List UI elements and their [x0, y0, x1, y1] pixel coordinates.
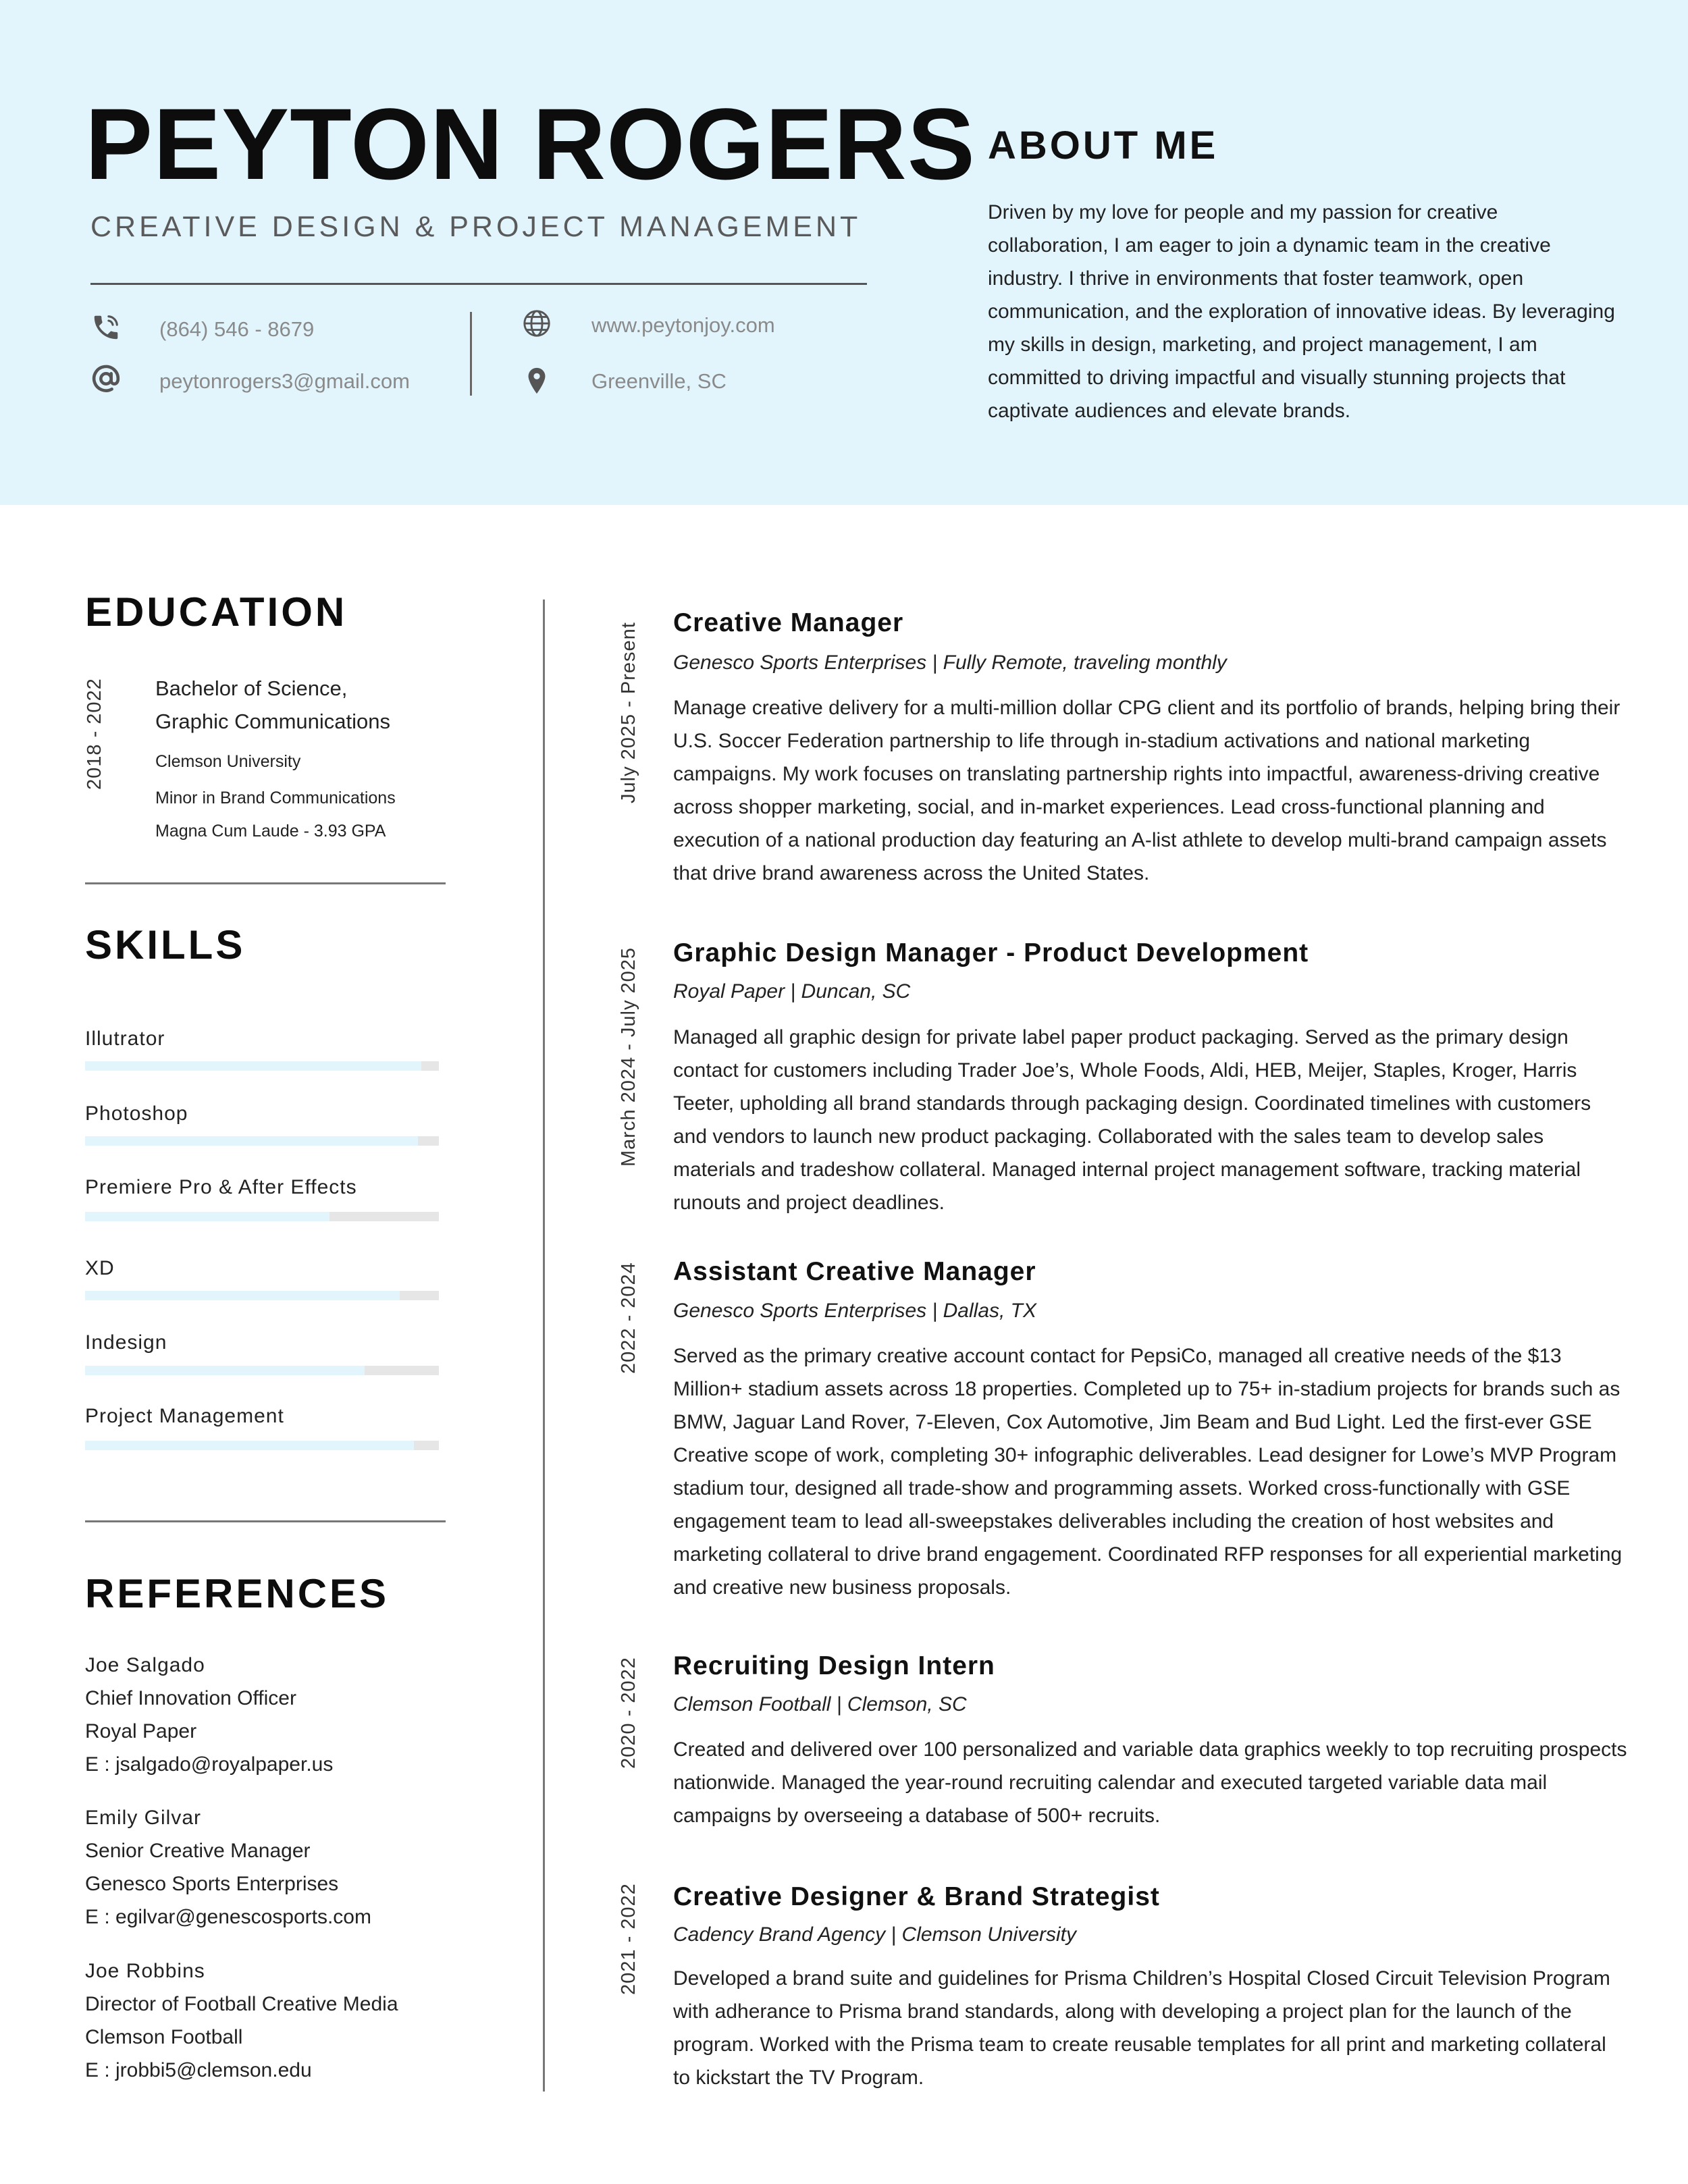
job-description: Created and delivered over 100 personalized and variable data graphics weekly to top recruiting prospects nationwide. Managed the year-round recruiting calendar and executed targeted variable data mail campaigns by overseeing a database of 500+ recruits. [673, 1738, 1627, 1827]
reference-entry [85, 1801, 371, 1934]
column-separator [543, 600, 545, 2092]
job-company: Genesco Sports Enterprises | Fully Remote, traveling monthly [673, 651, 1227, 674]
education-years: 2018 - 2022 [84, 678, 105, 790]
phone-number[interactable]: (864) 546 - 8679 [159, 317, 315, 341]
skill-label: Indesign [85, 1331, 167, 1354]
skill-bar-track [85, 1366, 439, 1375]
about-heading: ABOUT ME [988, 124, 1219, 167]
job-company: Cadency Brand Agency | Clemson University [673, 1923, 1076, 1946]
job-company: Genesco Sports Enterprises | Dallas, TX [673, 1300, 1037, 1322]
reference-org: Clemson Football [85, 2026, 243, 2048]
contact-separator [470, 312, 472, 396]
skill-label: Photoshop [85, 1102, 188, 1125]
education-honors: Magna Cum Laude - 3.93 GPA [155, 822, 386, 841]
reference-role: Chief Innovation Officer [85, 1687, 296, 1709]
reference-email[interactable]: E : jrobbi5@clemson.edu [85, 2059, 312, 2081]
job-title: Graphic Design Manager - Product Development [673, 938, 1309, 967]
section-divider [85, 1520, 446, 1522]
references-heading: REFERENCES [85, 1571, 390, 1616]
website-link[interactable]: www.peytonjoy.com [591, 313, 775, 337]
job-description: Served as the primary creative account contact for PepsiCo, managed all creative needs of the $13 Million+ stadium assets across 18 properties. Completed up to 75+ in-stadium projects for brands such as BMW, Jaguar Land Rover, 7-Eleven, Cox Automotive, Jim Beam and Bud Light. Led the first-ever GSE Creative scope of work, completing 30+ infographic deliverables. Lead designer for Lowe’s MVP Program stadium tour, designed all trade-show and programming assets. Worked cross-functionally with GSE engagement team to lead all-sweepstakes deliverables including the creation of host websites and marketing collateral to drive brand engagement. Coordinated RFP responses for all experiential marketing and creative new business proposals. [673, 1345, 1623, 1599]
skill-bar-track [85, 1441, 439, 1450]
job-company: Clemson Football | Clemson, SC [673, 1693, 967, 1715]
education-degree [155, 672, 466, 738]
education-minor: Minor in Brand Communications [155, 789, 396, 807]
education-heading: EDUCATION [85, 589, 348, 635]
degree-line-1: Bachelor of Science, [155, 676, 348, 700]
skill-bar-fill [85, 1366, 365, 1375]
job-title: Recruiting Design Intern [673, 1651, 995, 1680]
reference-name: Joe Salgado [85, 1654, 205, 1676]
skill-bar-fill [85, 1212, 329, 1221]
education-school: Clemson University [155, 752, 301, 771]
skill-label: XD [85, 1257, 115, 1279]
reference-entry [85, 1649, 333, 1781]
skill-label: Premiere Pro & After Effects [85, 1176, 357, 1198]
globe-icon [521, 308, 552, 339]
reference-role: Senior Creative Manager [85, 1840, 311, 1862]
reference-name: Emily Gilvar [85, 1807, 202, 1829]
section-divider [85, 882, 446, 884]
job-dates: 2020 - 2022 [618, 1657, 639, 1769]
reference-org: Royal Paper [85, 1720, 197, 1742]
job-dates: 2022 - 2024 [618, 1262, 639, 1374]
email-address[interactable]: peytonrogers3@gmail.com [159, 369, 410, 393]
job-dates: July 2025 - Present [618, 622, 639, 803]
skill-bar-track [85, 1291, 439, 1300]
job-title: Creative Manager [673, 608, 904, 637]
header-divider [90, 283, 867, 285]
skill-bar-fill [85, 1291, 400, 1300]
skill-label: Project Management [85, 1405, 284, 1427]
candidate-name: PEYTON ROGERS [85, 87, 976, 201]
job-title: Creative Designer & Brand Strategist [673, 1882, 1160, 1911]
skills-heading: SKILLS [85, 922, 246, 967]
skill-bar-fill [85, 1061, 421, 1071]
reference-name: Joe Robbins [85, 1960, 205, 1982]
skill-bar-track [85, 1212, 439, 1221]
skill-bar-track [85, 1136, 439, 1146]
job-description: Managed all graphic design for private label paper product packaging. Served as the primary design contact for customers including Trader Joe’s, Whole Foods, Aldi, HEB, Meijer, Staples, Kroger, Harris Teeter, upholding all brand standards through packaging design. Coordinated timelines with customers and vendors to launch new product packaging. Collaborated with the sales team to develop sales materials and tradeshow collateral. Managed internal project management software, tracking material runouts and project deadlines. [673, 1026, 1591, 1214]
at-sign-icon [90, 363, 122, 394]
skill-bar-track [85, 1061, 439, 1071]
location-pin-icon [521, 365, 552, 396]
reference-email[interactable]: E : egilvar@genescosports.com [85, 1906, 371, 1928]
job-description: Developed a brand suite and guidelines for Prisma Children’s Hospital Closed Circuit Television Program with adherance to Prisma brand standards, along with developing a project plan for the launch of the program. Worked with the Prisma team to create reusable templates for all print and marketing collateral to kickstart the TV Program. [673, 1967, 1610, 2089]
reference-email[interactable]: E : jsalgado@royalpaper.us [85, 1753, 334, 1776]
skill-label: Illutrator [85, 1028, 165, 1050]
job-dates: March 2024 - July 2025 [618, 947, 639, 1167]
reference-org: Genesco Sports Enterprises [85, 1873, 339, 1895]
candidate-subtitle: CREATIVE DESIGN & PROJECT MANAGEMENT [90, 211, 862, 243]
job-description: Manage creative delivery for a multi-million dollar CPG client and its portfolio of brands, helping bring their U.S. Soccer Federation partnership to life through in-stadium activations and national marketing campaigns. My work focuses on translating partnership rights into impactful, awareness-driving creative across shopper marketing, social, and in-market experiences. Lead cross-functional planning and execution of a national production day featuring an A-list athlete to develop multi-brand campaign assets that drive brand awareness across the United States. [673, 697, 1620, 884]
job-title: Assistant Creative Manager [673, 1257, 1036, 1286]
reference-role: Director of Football Creative Media [85, 1993, 398, 2015]
degree-line-2: Graphic Communications [155, 710, 391, 733]
location-text: Greenville, SC [591, 369, 727, 393]
job-company: Royal Paper | Duncan, SC [673, 980, 911, 1003]
phone-icon [90, 312, 122, 343]
skill-bar-fill [85, 1441, 414, 1450]
job-dates: 2021 - 2022 [618, 1883, 639, 1995]
reference-entry [85, 1954, 398, 2087]
about-paragraph: Driven by my love for people and my passion for creative collaboration, I am eager to join a dynamic team in the creative industry. I thrive in environments that foster teamwork, open communication, and the exploration of innovative ideas. By leveraging my skills in design, marketing, and project management, I am committed to driving impactful and visually stunning projects that captivate audiences and elevate brands. [988, 201, 1615, 422]
skill-bar-fill [85, 1136, 418, 1146]
